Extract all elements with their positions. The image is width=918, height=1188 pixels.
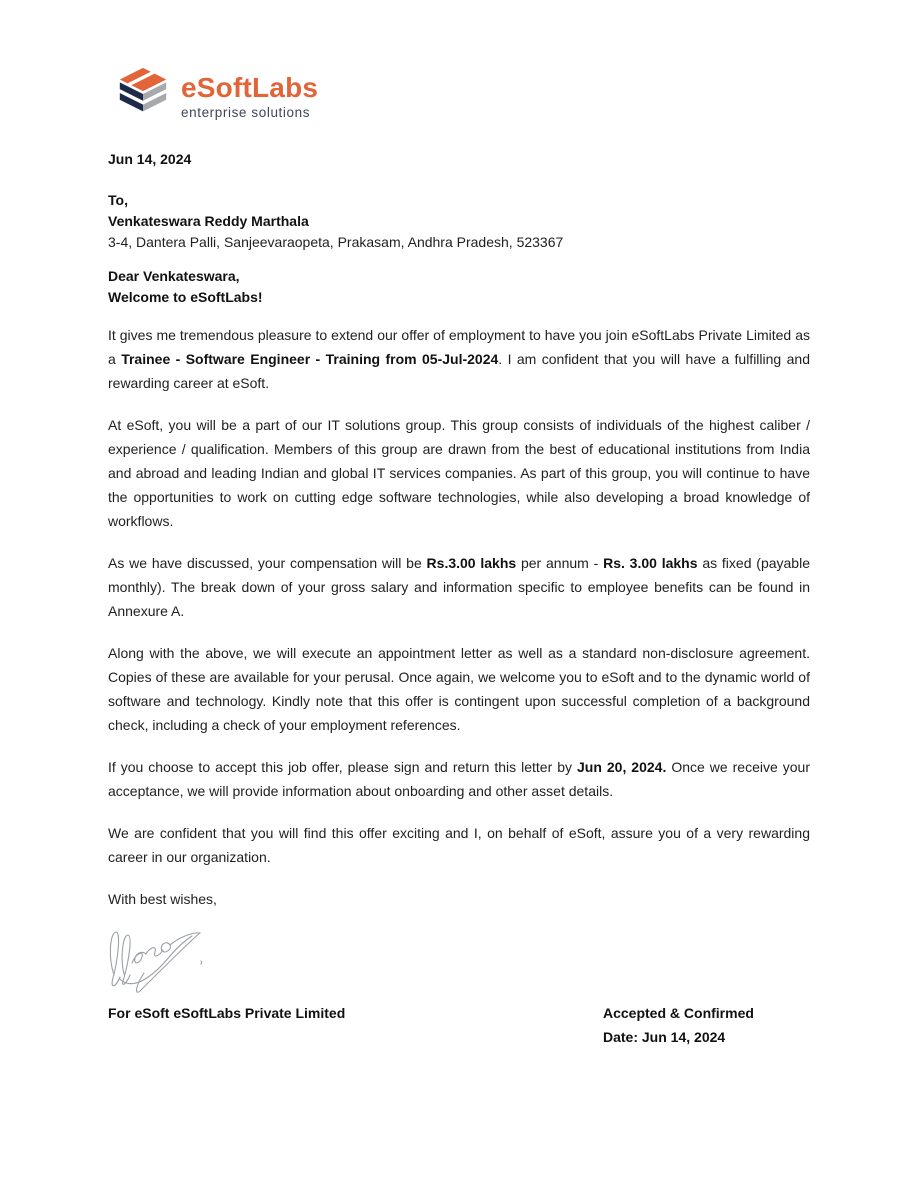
accepted-confirmed-label: Accepted & Confirmed <box>603 1005 754 1021</box>
paragraph-text-run: As we have discussed, your compensation will be <box>108 555 427 571</box>
recipient-block <box>108 190 810 253</box>
paragraph-text-run: It gives me tremendous pleasure to extend our offer of employment to have you join eSoftLabs Private Limited as a <box>108 327 810 367</box>
paragraph-text-run: as fixed (payable monthly). The break down of your gross salary and information specific to employee benefits can be found in Annexure A. <box>108 555 810 619</box>
letter-paragraphs <box>108 323 810 869</box>
paragraph-text-run: Along with the above, we will execute an appointment letter as well as a standard non-disclosure agreement. Copies of these are available for your perusal. Once again, we welcome you to eSoft and to the dynamic world of software and technology. Kindly note that this offer is contingent upon successful completion of a background check, including a check of your employment references. <box>108 645 810 733</box>
logo-wordmark: eSoftLabs <box>181 72 319 103</box>
paragraph-bold-run: Rs. 3.00 lakhs <box>603 555 698 571</box>
sign-off-row <box>108 1001 810 1049</box>
letter-paragraph <box>108 821 810 869</box>
welcome-line: Welcome to eSoftLabs! <box>108 289 263 305</box>
salutation-line: Dear Venkateswara, <box>108 268 240 284</box>
letter-paragraph <box>108 413 810 533</box>
paragraph-text-run: We are confident that you will find this offer exciting and I, on behalf of eSoft, assure you of a very rewarding career in our organization. <box>108 825 810 865</box>
salutation-block <box>108 266 810 308</box>
paragraph-text-run: At eSoft, you will be a part of our IT solutions group. This group consists of individuals of the highest caliber / experience / qualification. Members of this group are drawn from the best of educational institutions from India and abroad and leading Indian and global IT services companies. As part of this group, you will continue to have the opportunities to work on cutting edge software technologies, while also developing a broad knowledge of workflows. <box>108 417 810 529</box>
logo-text <box>181 73 318 122</box>
paragraph-bold-run: Jun 20, 2024. <box>577 759 667 775</box>
paragraph-text-run: per annum - <box>516 555 604 571</box>
paragraph-bold-run: Trainee - Software Engineer - Training from 05-Jul-2024 <box>121 351 499 367</box>
letter-paragraph <box>108 323 810 395</box>
paragraph-text-run: If you choose to accept this job offer, please sign and return this letter by <box>108 759 577 775</box>
logo-cube-icon <box>114 64 172 122</box>
logo-tagline: enterprise solutions <box>181 105 311 120</box>
paragraph-bold-run: Rs.3.00 lakhs <box>426 555 517 571</box>
letter-date: Jun 14, 2024 <box>108 151 192 167</box>
letter-paragraph <box>108 755 810 803</box>
signature-image <box>104 923 212 997</box>
paragraph-text-run: . I am confident that you will have a fulfilling and rewarding career at eSoft. <box>108 351 810 391</box>
acceptance-block <box>603 1001 810 1049</box>
to-label: To, <box>108 192 128 208</box>
recipient-address: 3-4, Dantera Palli, Sanjeevaraopeta, Prakasam, Andhra Pradesh, 523367 <box>108 234 564 250</box>
letter-paragraph <box>108 551 810 623</box>
signer-company-line: For eSoft eSoftLabs Private Limited <box>108 1005 346 1021</box>
letterhead-logo <box>114 56 810 122</box>
accepted-date: Date: Jun 14, 2024 <box>603 1029 726 1045</box>
closing-line: With best wishes, <box>108 891 217 907</box>
recipient-name: Venkateswara Reddy Marthala <box>108 213 309 229</box>
paragraph-text-run: Once we receive your acceptance, we will provide information about onboarding and other asset details. <box>108 759 810 799</box>
letter-paragraph <box>108 641 810 737</box>
